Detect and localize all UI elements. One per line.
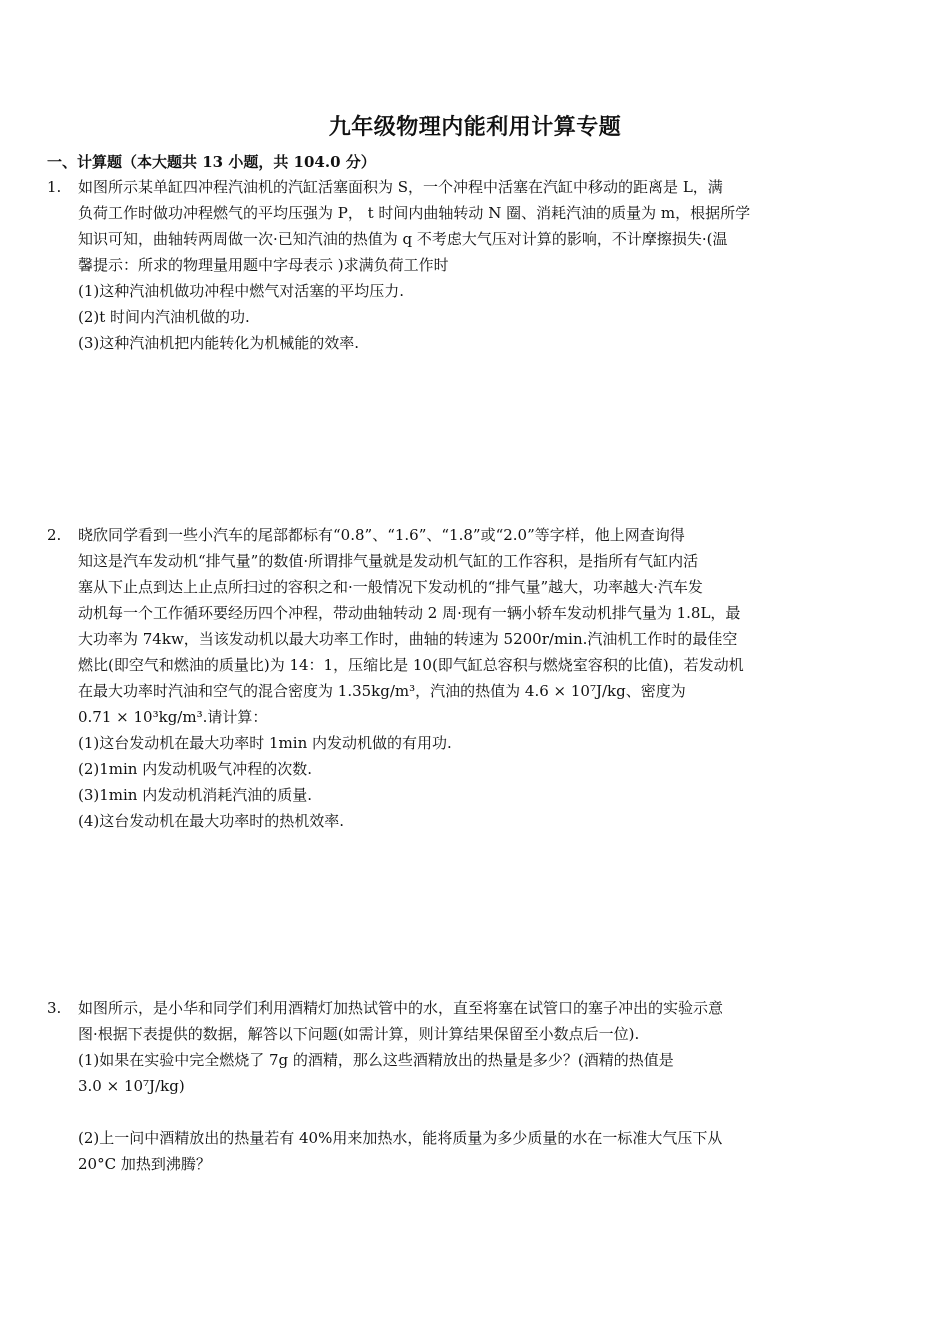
question-number: 2.	[47, 526, 62, 544]
question-text-line: 负荷工作时做功冲程燃气的平均压强为 P， t 时间内曲轴转动 N 圈、消耗汽油的质量为 m，根据所学	[78, 204, 751, 222]
question-text-line: 大功率为 74kw，当该发动机以最大功率工作时，曲轴的转速为 5200r/min.汽油机工作时的最佳空	[78, 630, 738, 648]
question-text-line: 在最大功率时汽油和空气的混合密度为 1.35kg/m³，汽油的热值为 4.6 × 10⁷J/kg、密度为	[78, 682, 686, 700]
question-text-line: 如图所示某单缸四冲程汽油机的汽缸活塞面积为 S，一个冲程中活塞在汽缸中移动的距离是 L，满	[78, 178, 723, 196]
sub-question-4: (4)这台发动机在最大功率时的热机效率.	[78, 812, 345, 830]
question-1	[47, 174, 807, 356]
sub-question-1: (1)这台发动机在最大功率时 1min 内发动机做的有用功.	[78, 734, 452, 752]
section-heading: 一、计算题（本大题共 13 小题，共 104.0 分）	[47, 153, 376, 171]
sub-question-1-continued: 3.0 × 10⁷J/kg)	[78, 1077, 185, 1095]
question-text-line: 知这是汽车发动机“排气量”的数值·所谓排气量就是发动机气缸的工作容积，是指所有气缸内活	[78, 552, 699, 570]
document-title: 九年级物理内能利用计算专题	[328, 114, 622, 140]
question-text-line: 0.71 × 10³kg/m³.请计算：	[78, 708, 268, 726]
question-text-line: 动机每一个工作循环要经历四个冲程，带动曲轴转动 2 周·现有一辆小轿车发动机排气量为 1.8L，最	[78, 604, 741, 622]
blank-line	[78, 1099, 807, 1125]
sub-question-1: (1)如果在实验中完全燃烧了 7g 的酒精，那么这些酒精放出的热量是多少？(酒精的热值是	[78, 1051, 674, 1069]
question-text-line: 馨提示：所求的物理量用题中字母表示 )求满负荷工作时	[78, 256, 449, 274]
question-text-line: 燃比(即空气和燃油的质量比)为 14：1，压缩比是 10(即气缸总容积与燃烧室容积的比值)，若发动机	[78, 656, 744, 674]
question-text-line: 如图所示，是小华和同学们利用酒精灯加热试管中的水，直至将塞在试管口的塞子冲出的实验示意	[78, 999, 724, 1017]
sub-question-2-continued: 20°C 加热到沸腾？	[78, 1155, 211, 1173]
sub-question-2: (2)t 时间内汽油机做的功.	[78, 308, 250, 326]
question-body	[78, 174, 807, 356]
question-text-line: 塞从下止点到达上止点所扫过的容积之和·一般情况下发动机的“排气量”越大，功率越大·汽车发	[78, 578, 703, 596]
question-text-line: 晓欣同学看到一些小汽车的尾部都标有“0.8”、“1.6”、“1.8”或“2.0”等字样，他上网查询得	[78, 526, 685, 544]
question-body	[78, 995, 807, 1177]
question-2	[47, 522, 807, 834]
question-number: 3.	[47, 999, 62, 1017]
question-3	[47, 995, 807, 1177]
question-number: 1.	[47, 178, 62, 196]
question-body	[78, 522, 807, 834]
sub-question-3: (3)这种汽油机把内能转化为机械能的效率.	[78, 334, 360, 352]
sub-question-2: (2)1min 内发动机吸气冲程的次数.	[78, 760, 313, 778]
question-text-line: 图·根据下表提供的数据，解答以下问题(如需计算，则计算结果保留至小数点后一位).	[78, 1025, 640, 1043]
sub-question-2: (2)上一问中酒精放出的热量若有 40%用来加热水，能将质量为多少质量的水在一标准大气压下从	[78, 1129, 723, 1147]
question-text-line: 知识可知，曲轴转两周做一次·已知汽油的热值为 q 不考虑大气压对计算的影响，不计摩擦损失·(温	[78, 230, 728, 248]
sub-question-3: (3)1min 内发动机消耗汽油的质量.	[78, 786, 313, 804]
sub-question-1: (1)这种汽油机做功冲程中燃气对活塞的平均压力.	[78, 282, 405, 300]
